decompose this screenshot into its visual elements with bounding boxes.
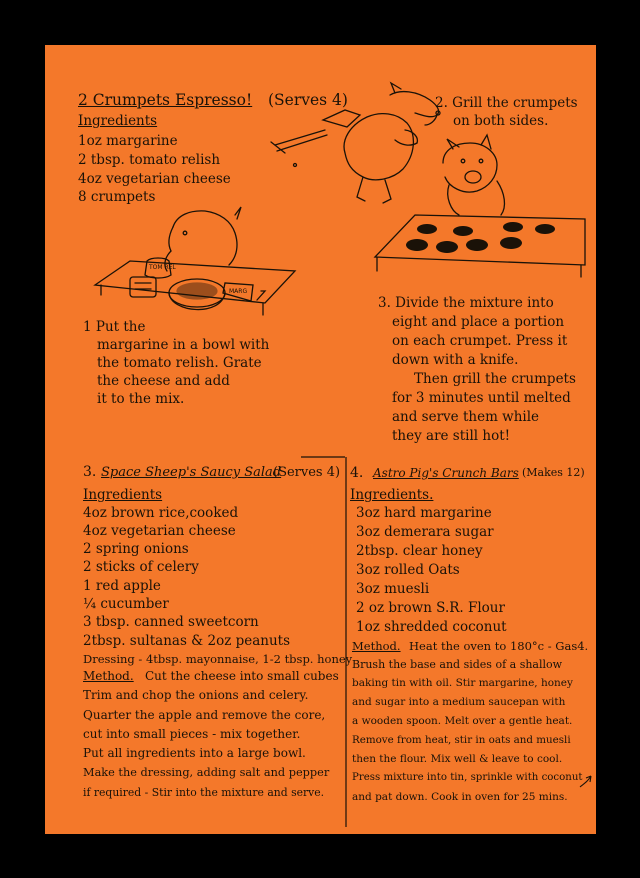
recipe2-step2-line: 2. Grill the crumpets <box>435 95 578 111</box>
recipe2-step1-line: margarine in a bowl with <box>97 337 270 353</box>
recipe4-method-line: Press mixture into tin, sprinkle with coconut <box>352 772 583 783</box>
recipe3-ingredient: 2tbsp. sultanas & 2oz peanuts <box>83 633 291 649</box>
recipe2-ingredient: 4oz vegetarian cheese <box>78 171 231 187</box>
recipe2-ingredients-heading: Ingredients <box>78 113 158 129</box>
recipe3-method-line: Quarter the apple and remove the core, <box>83 708 326 722</box>
recipe3-method-line: cut into small pieces - mix together. <box>83 727 301 741</box>
recipe2-step3-line: 3. Divide the mixture into <box>378 295 554 311</box>
recipe2-title: 2 Crumpets Espresso! <box>78 91 253 109</box>
recipe2-step3-line: eight and place a portion <box>392 314 565 330</box>
recipe2-ingredient: 8 crumpets <box>78 189 156 205</box>
jar-label: TOM REL <box>149 264 176 271</box>
recipe4-method-line: then the flour. Mix well & leave to cool. <box>352 753 563 765</box>
recipe4-ingredient: 1oz shredded coconut <box>356 619 507 635</box>
recipe3-serves: (Serves 4) <box>273 465 341 480</box>
recipe2-step3-line: and serve them while <box>392 409 540 425</box>
recipe2-step3-line: they are still hot! <box>392 428 511 444</box>
recipe4-method-line: Remove from heat, stir in oats and muesli <box>352 734 571 746</box>
recipe4-ingredient: 3oz demerara sugar <box>356 524 494 540</box>
recipe2-step1-line: 1 Put the <box>83 319 146 335</box>
recipe3-ingredients-heading: Ingredients <box>83 487 163 503</box>
recipe2-step1-line: it to the mix. <box>97 391 185 407</box>
recipe2-serves: (Serves 4) <box>268 91 348 109</box>
recipe2-step3-line: for 3 minutes until melted <box>392 390 571 406</box>
recipe3-method-heading: Method. <box>83 669 134 683</box>
box-label: MARG <box>229 288 248 295</box>
recipe2-step2-line: on both sides. <box>453 113 549 129</box>
recipe4-serves: (Makes 12) <box>522 466 585 479</box>
recipe3-number: 3. <box>83 464 97 480</box>
recipe2-step1-line: the tomato relish. Grate <box>97 355 262 371</box>
recipe4-ingredients-heading: Ingredients. <box>350 487 434 503</box>
recipe4-ingredient: 3oz rolled Oats <box>356 562 460 578</box>
recipe3-ingredient: ¼ cucumber <box>83 596 169 612</box>
recipe2-step3-line: Then grill the crumpets <box>414 371 576 387</box>
recipe4-ingredient: 2 oz brown S.R. Flour <box>356 600 505 616</box>
recipe2-ingredient: 2 tbsp. tomato relish <box>78 152 221 168</box>
recipe2-step3-line: on each crumpet. Press it <box>392 333 568 349</box>
recipe4-ingredient: 2tbsp. clear honey <box>356 543 483 559</box>
recipe3-method-line: Trim and chop the onions and celery. <box>83 688 309 702</box>
recipe4-method-line: and pat down. Cook in oven for 25 mins. <box>352 791 568 803</box>
recipe3-method-line: if required - Stir into the mixture and serve. <box>83 786 325 799</box>
recipe3-ingredient: 4oz vegetarian cheese <box>83 523 236 539</box>
recipe4-method-line: Heat the oven to 180°c - Gas4. <box>409 639 589 653</box>
recipe3-ingredient: 2 spring onions <box>83 541 189 557</box>
recipe4-method-line: Brush the base and sides of a shallow <box>352 658 563 671</box>
recipe3-title: Space Sheep's Saucy Salad <box>101 465 282 480</box>
recipe3-method-line: Make the dressing, adding salt and pepper <box>83 766 330 779</box>
recipe4-method-line: baking tin with oil. Stir margarine, honey <box>352 677 573 689</box>
recipe4-ingredient: 3oz muesli <box>356 581 430 597</box>
recipe4-method-heading: Method. <box>352 639 401 653</box>
recipe3-dressing: Dressing - 4tbsp. mayonnaise, 1-2 tbsp. honey <box>83 652 353 666</box>
recipe2-step3-line: down with a knife. <box>392 352 519 368</box>
recipe3-ingredient: 1 red apple <box>83 578 161 594</box>
recipe3-method-line: Cut the cheese into small cubes <box>145 669 339 683</box>
recipe4-method-line: and sugar into a medium saucepan with <box>352 696 566 708</box>
recipe3-ingredient: 4oz brown rice,cooked <box>83 505 239 521</box>
recipe-card <box>45 45 596 834</box>
recipe4-number: 4. <box>350 465 364 481</box>
recipe3-ingredient: 2 sticks of celery <box>83 559 199 575</box>
recipe2-step1-line: the cheese and add <box>97 373 230 389</box>
recipe2-ingredient: 1oz margarine <box>78 133 178 149</box>
recipe3-method-line: Put all ingredients into a large bowl. <box>83 746 306 760</box>
recipe3-ingredient: 3 tbsp. canned sweetcorn <box>83 614 259 630</box>
recipe4-method-line: a wooden spoon. Melt over a gentle heat. <box>352 715 573 727</box>
recipe4-title: Astro Pig's Crunch Bars <box>373 466 519 480</box>
recipe4-ingredient: 3oz hard margarine <box>356 505 492 521</box>
